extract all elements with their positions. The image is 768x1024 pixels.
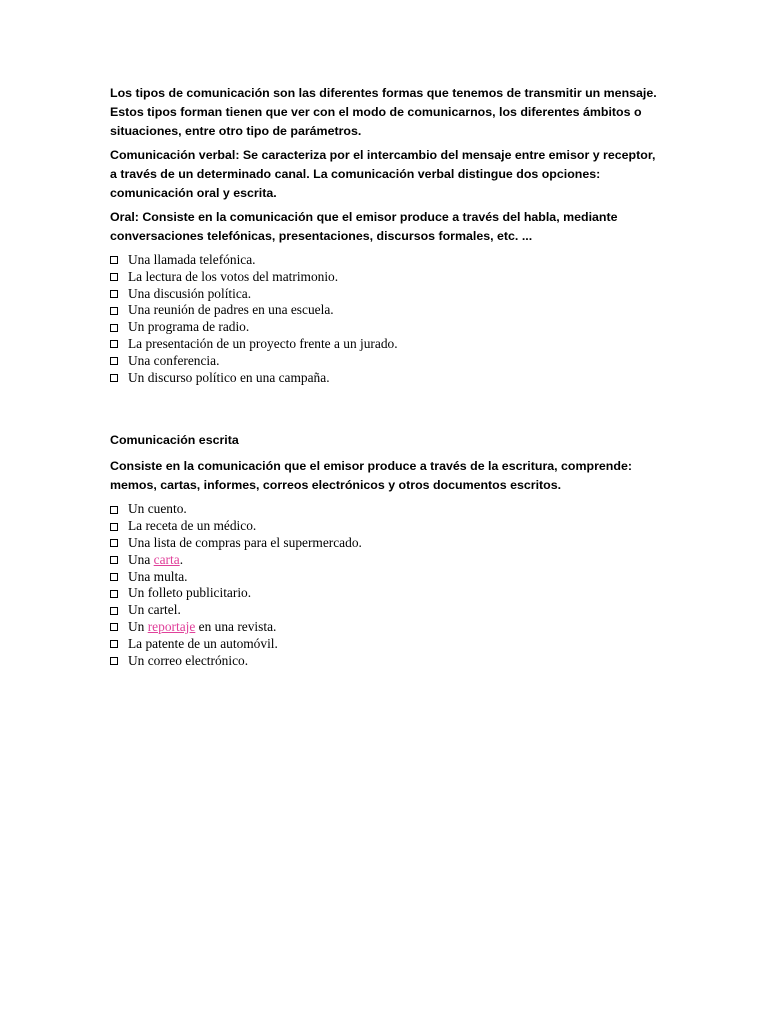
list-item: Un correo electrónico.: [110, 653, 658, 670]
checkbox-icon: [110, 640, 118, 648]
checkbox-icon: [110, 357, 118, 365]
list-item: Una llamada telefónica.: [110, 252, 658, 269]
written-examples-list: [110, 501, 658, 669]
checkbox-icon: [110, 607, 118, 615]
checkbox-icon: [110, 324, 118, 332]
checkbox-icon: [110, 307, 118, 315]
list-item: La patente de un automóvil.: [110, 636, 658, 653]
list-item: Una conferencia.: [110, 353, 658, 370]
checkbox-icon: [110, 374, 118, 382]
written-heading: Comunicación escrita: [110, 433, 239, 448]
checkbox-icon: [110, 556, 118, 564]
list-item: Un programa de radio.: [110, 319, 658, 336]
checkbox-icon: [110, 623, 118, 631]
oral-examples-list: [110, 252, 658, 386]
list-item: Una lista de compras para el supermercado.: [110, 535, 658, 552]
list-item: Un reportaje en una revista.: [110, 619, 658, 636]
carta-link[interactable]: carta: [153, 551, 180, 567]
checkbox-icon: [110, 573, 118, 581]
checkbox-icon: [110, 290, 118, 298]
checkbox-icon: [110, 506, 118, 514]
verbal-paragraph: Comunicación verbal: Se caracteriza por el intercambio del mensaje entre emisor y receptor, a través de un determinado canal. La comunicación verbal distingue dos opciones: comunicación oral y escrita.: [110, 148, 656, 200]
list-item: Una carta .: [110, 552, 658, 569]
oral-paragraph: Oral: Consiste en la comunicación que el emisor produce a través del habla, mediante conversaciones telefónicas, presentaciones, discursos formales, etc. ...: [110, 210, 618, 243]
checkbox-icon: [110, 256, 118, 264]
list-item: La presentación de un proyecto frente a un jurado.: [110, 336, 658, 353]
checkbox-icon: [110, 657, 118, 665]
checkbox-icon: [110, 273, 118, 281]
list-item: Un cartel.: [110, 602, 658, 619]
list-item: Un discurso político en una campaña.: [110, 370, 658, 387]
document-page: [110, 84, 658, 669]
list-item: Una reunión de padres en una escuela.: [110, 302, 658, 319]
checkbox-icon: [110, 539, 118, 547]
list-item: La receta de un médico.: [110, 518, 658, 535]
written-paragraph: Consiste en la comunicación que el emisor produce a través de la escritura, comprende: memos, cartas, informes, correos electrónicos y otros documentos escritos.: [110, 459, 632, 493]
checkbox-icon: [110, 523, 118, 531]
list-item: Una discusión política.: [110, 286, 658, 303]
checkbox-icon: [110, 340, 118, 348]
list-item: Un folleto publicitario.: [110, 585, 658, 602]
list-item: La lectura de los votos del matrimonio.: [110, 269, 658, 286]
list-item: Una multa.: [110, 569, 658, 586]
reportaje-link[interactable]: reportaje: [147, 618, 196, 634]
checkbox-icon: [110, 590, 118, 598]
intro-paragraph: Los tipos de comunicación son las diferentes formas que tenemos de transmitir un mensaje. Estos tipos forman tienen que ver con el modo de comunicarnos, los diferentes ámbitos o situaciones, entre otro tipo de parámetros.: [110, 86, 657, 138]
list-item: Un cuento.: [110, 501, 658, 518]
